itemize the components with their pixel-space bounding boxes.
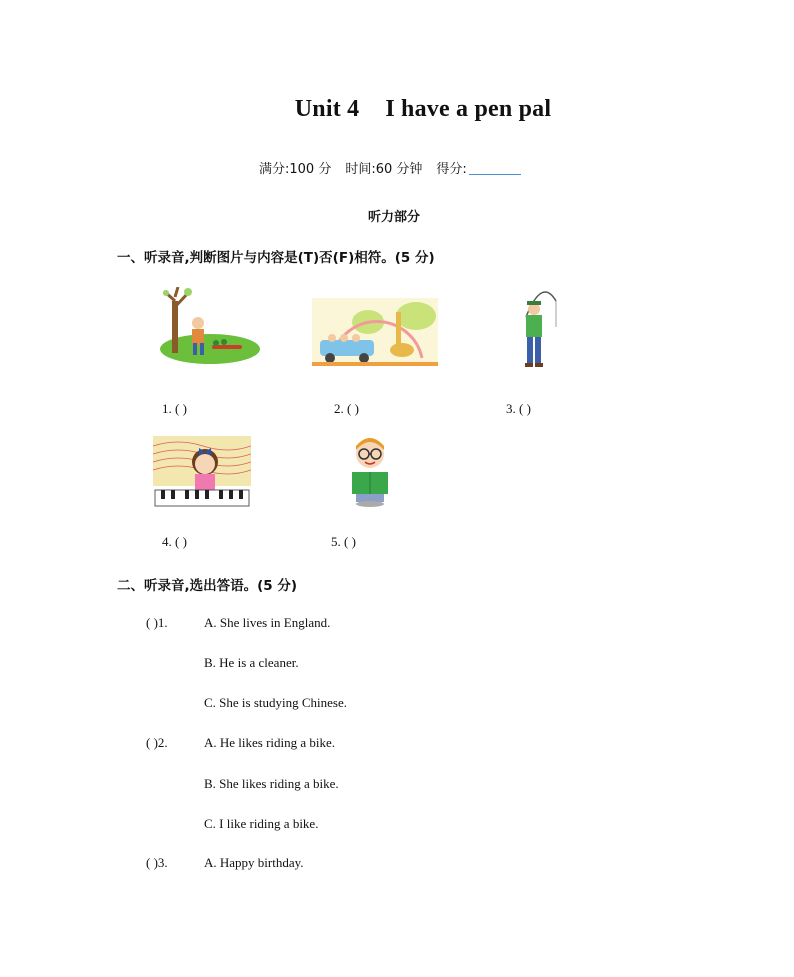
section2-heading: 二、听录音,选出答语。(5 分)	[117, 578, 298, 594]
full-marks: 满分:100 分	[259, 162, 332, 177]
page-title	[0, 96, 794, 123]
question-2-option-a: A. He likes riding a bike.	[204, 735, 336, 750]
question-2-option-b: B. She likes riding a bike.	[204, 776, 339, 791]
answer-3[interactable]: 3. ( )	[506, 401, 531, 416]
boy-reading-book-icon	[346, 436, 394, 508]
time-limit: 时间:60 分钟	[345, 162, 423, 177]
gardener-planting-tree-icon	[158, 287, 260, 367]
girl-playing-piano-icon	[153, 432, 251, 508]
question-1-option-a: A. She lives in England.	[204, 615, 331, 630]
man-fishing-icon	[512, 287, 558, 369]
answer-1[interactable]: 1. ( )	[162, 401, 187, 416]
question-2-prefix[interactable]: ( )2.	[146, 735, 168, 750]
zoo-car-giraffe-icon	[312, 298, 438, 366]
question-3-option-a: A. Happy birthday.	[204, 855, 304, 870]
listening-heading: 听力部分	[368, 210, 421, 225]
unit-name: I have a pen pal	[385, 96, 552, 122]
answer-2[interactable]: 2. ( )	[334, 401, 359, 416]
question-2-option-c: C. I like riding a bike.	[204, 816, 319, 831]
unit-number: Unit 4	[294, 96, 360, 122]
score-blank[interactable]	[469, 162, 521, 175]
question-1-option-b: B. He is a cleaner.	[204, 655, 299, 670]
question-3-prefix[interactable]: ( )3.	[146, 855, 168, 870]
exam-meta	[259, 158, 521, 177]
score-label: 得分:	[436, 162, 467, 177]
question-1-option-c: C. She is studying Chinese.	[204, 695, 348, 710]
question-1-prefix[interactable]: ( )1.	[146, 615, 168, 630]
answer-5[interactable]: 5. ( )	[331, 534, 356, 549]
answer-4[interactable]: 4. ( )	[162, 534, 187, 549]
section1-heading: 一、听录音,判断图片与内容是(T)否(F)相符。(5 分)	[117, 250, 435, 266]
